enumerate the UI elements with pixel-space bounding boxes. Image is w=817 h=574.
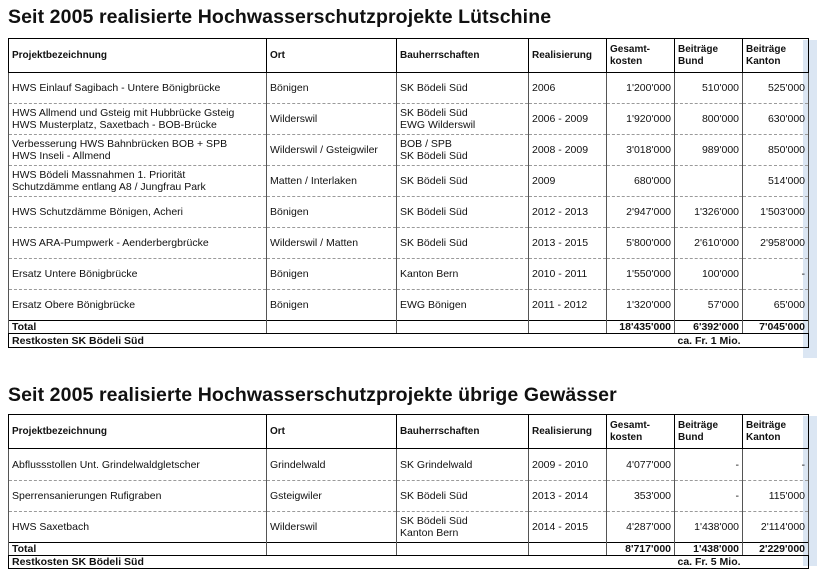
header-name: Projektbezeichnung [9, 39, 267, 73]
cell-kanton: 65'000 [743, 290, 809, 321]
cell-line: HWS Allmend und Gsteig mit Hubbrücke Gsteig [12, 107, 235, 119]
cell-kosten: 4'077'000 [607, 449, 675, 481]
cell-name [9, 228, 267, 259]
cell-kanton: 630'000 [743, 104, 809, 135]
cell-bund: 800'000 [675, 104, 743, 135]
cell-ort [267, 481, 397, 512]
cell-line: Bönigen [270, 82, 309, 94]
cell-line: Bönigen [270, 268, 309, 280]
cell-kosten: 1'920'000 [607, 104, 675, 135]
restkosten-row [9, 334, 809, 348]
header-kosten [607, 39, 675, 73]
cell-real: 2009 - 2010 [529, 449, 607, 481]
cell-ort [267, 166, 397, 197]
cell-name [9, 449, 267, 481]
cell-kosten: 680'000 [607, 166, 675, 197]
cell-kosten: 5'800'000 [607, 228, 675, 259]
table-row [9, 104, 809, 135]
cell-line: EWG Wilderswil [400, 119, 476, 131]
cell-bund: 989'000 [675, 135, 743, 166]
cell-kosten: 1'320'000 [607, 290, 675, 321]
cell-name [9, 197, 267, 228]
cell-line: SK Bödeli Süd [400, 206, 468, 218]
cell-bund: 2'610'000 [675, 228, 743, 259]
table-row [9, 73, 809, 104]
cell-line: SK Bödeli Süd [400, 107, 468, 119]
cell-real: 2006 - 2009 [529, 104, 607, 135]
cell-line: Wilderswil / Matten [270, 237, 359, 249]
restkosten-label: Restkosten SK Bödeli Süd [12, 334, 144, 347]
table2-title: Seit 2005 realisierte Hochwasserschutzprojekte übrige Gewässer [8, 384, 617, 406]
cell-line: Schutzdämme entlang A8 / Jungfrau Park [12, 181, 206, 193]
cell-bauherr [397, 512, 529, 543]
table-row [9, 259, 809, 290]
cell-real: 2010 - 2011 [529, 259, 607, 290]
cell-line: SK Bödeli Süd [400, 490, 468, 502]
header-ort: Ort [267, 415, 397, 449]
cell-kosten: 1'550'000 [607, 259, 675, 290]
cell-line: HWS Musterplatz, Saxetbach - BOB-Brücke [12, 119, 217, 131]
cell-bund: 100'000 [675, 259, 743, 290]
cell-line: SK Bödeli Süd [400, 175, 468, 187]
cell-real: 2011 - 2012 [529, 290, 607, 321]
cell-line: Wilderswil [270, 521, 318, 533]
cell-kanton: 2'114'000 [743, 512, 809, 543]
cell-kanton: - [743, 259, 809, 290]
table-row [9, 197, 809, 228]
cell-line: Grindelwald [270, 458, 326, 471]
cell-real: 2012 - 2013 [529, 197, 607, 228]
header-bauherr: Bauherrschaften [397, 39, 529, 73]
header-kanton [743, 39, 809, 73]
cell-line: kosten [610, 55, 643, 67]
cell-line: EWG Bönigen [400, 299, 467, 311]
cell-kanton: 1'503'000 [743, 197, 809, 228]
cell-line: BOB / SPB [400, 138, 452, 150]
total-row [9, 321, 809, 334]
cell-bauherr [397, 228, 529, 259]
total-empty-real [529, 321, 607, 334]
header-row [9, 39, 809, 73]
cell-bund: - [675, 481, 743, 512]
cell-line: HWS ARA-Pumpwerk - Aenderbergbrücke [12, 237, 209, 249]
cell-real: 2008 - 2009 [529, 135, 607, 166]
cell-kosten: 353'000 [607, 481, 675, 512]
restkosten-label: Restkosten SK Bödeli Süd [12, 556, 144, 568]
cell-bund: 1'438'000 [675, 512, 743, 543]
table1 [8, 38, 809, 348]
cell-line: SK Bödeli Süd [400, 150, 468, 162]
cell-bund: 57'000 [675, 290, 743, 321]
cell-kosten: 1'200'000 [607, 73, 675, 104]
cell-line: Sperrensanierungen Rufigraben [12, 490, 162, 502]
cell-line: SK Bödeli Süd [400, 237, 468, 249]
cell-line: SK Bödeli Süd [400, 82, 468, 94]
cell-line: HWS Einlauf Sagibach - Untere Bönigbrücke [12, 82, 221, 94]
cell-kanton: 514'000 [743, 166, 809, 197]
table-row [9, 481, 809, 512]
cell-kanton: 115'000 [743, 481, 809, 512]
cell-name [9, 73, 267, 104]
header-bauherr: Bauherrschaften [397, 415, 529, 449]
cell-line: Gsteigwiler [270, 490, 322, 502]
cell-line: Gesamt- [610, 43, 651, 55]
cell-name [9, 290, 267, 321]
restkosten-row [9, 556, 809, 569]
cell-line: Kanton [746, 55, 781, 67]
restkosten-value: ca. Fr. 5 Mio. [677, 556, 741, 568]
table-body [9, 39, 809, 348]
cell-line: Ersatz Untere Bönigbrücke [12, 268, 138, 280]
cell-line: Bund [678, 55, 704, 67]
header-ort: Ort [267, 39, 397, 73]
cell-line: Beiträge [746, 419, 787, 431]
table-row [9, 449, 809, 481]
table1-title: Seit 2005 realisierte Hochwasserschutzprojekte Lütschine [8, 6, 552, 28]
total-empty-bauherr [397, 321, 529, 334]
cell-kosten: 3'018'000 [607, 135, 675, 166]
restkosten-value: ca. Fr. 1 Mio. [677, 334, 741, 347]
cell-kosten: 2'947'000 [607, 197, 675, 228]
total-kanton: 7'045'000 [743, 321, 809, 334]
header-name: Projektbezeichnung [9, 415, 267, 449]
cell-line: HWS Inseli - Allmend [12, 150, 111, 162]
total-empty-ort [267, 321, 397, 334]
total-empty-bauherr [397, 543, 529, 556]
cell-ort [267, 228, 397, 259]
table-row [9, 166, 809, 197]
header-row [9, 415, 809, 449]
cell-bauherr [397, 449, 529, 481]
table2 [8, 414, 809, 569]
total-label: Total [9, 543, 267, 556]
cell-line: Bönigen [270, 206, 309, 218]
cell-name [9, 104, 267, 135]
cell-line: Matten / Interlaken [270, 175, 357, 187]
table-row [9, 512, 809, 543]
cell-name [9, 135, 267, 166]
header-kanton [743, 415, 809, 449]
cell-line: Wilderswil [270, 113, 318, 125]
cell-ort [267, 259, 397, 290]
total-bund: 1'438'000 [675, 543, 743, 556]
total-kosten: 18'435'000 [607, 321, 675, 334]
total-row [9, 543, 809, 556]
cell-ort [267, 104, 397, 135]
total-kosten: 8'717'000 [607, 543, 675, 556]
header-real: Realisierung [529, 39, 607, 73]
cell-bauherr [397, 135, 529, 166]
header-kosten [607, 415, 675, 449]
table-row [9, 290, 809, 321]
cell-line: Beiträge [678, 419, 719, 431]
cell-line: SK Bödeli Süd [400, 515, 468, 527]
cell-line: SK Grindelwald [400, 458, 473, 471]
total-label: Total [9, 321, 267, 334]
cell-line: Bund [678, 431, 704, 443]
cell-line: Bönigen [270, 299, 309, 311]
cell-bund [675, 166, 743, 197]
cell-line: HWS Saxetbach [12, 521, 90, 533]
cell-bauherr [397, 259, 529, 290]
cell-ort [267, 512, 397, 543]
cell-ort [267, 197, 397, 228]
cell-bauherr [397, 166, 529, 197]
cell-bund: 510'000 [675, 73, 743, 104]
cell-ort [267, 290, 397, 321]
cell-name [9, 512, 267, 543]
cell-line: Ersatz Obere Bönigbrücke [12, 299, 136, 311]
cell-kanton: 850'000 [743, 135, 809, 166]
cell-name [9, 259, 267, 290]
cell-line: Abflussstollen Unt. Grindelwaldgletscher [12, 458, 200, 471]
cell-real: 2013 - 2015 [529, 228, 607, 259]
cell-bauherr [397, 290, 529, 321]
cell-ort [267, 73, 397, 104]
cell-line: Verbesserung HWS Bahnbrücken BOB + SPB [12, 138, 228, 150]
cell-real: 2013 - 2014 [529, 481, 607, 512]
cell-line: Gesamt- [610, 419, 651, 431]
table-row [9, 228, 809, 259]
cell-line: kosten [610, 431, 643, 443]
cell-real: 2009 [529, 166, 607, 197]
cell-kanton: 525'000 [743, 73, 809, 104]
header-bund [675, 39, 743, 73]
cell-line: Wilderswil / Gsteigwiler [270, 144, 378, 156]
cell-ort [267, 135, 397, 166]
cell-line: HWS Bödeli Massnahmen 1. Priorität [12, 169, 186, 181]
total-bund: 6'392'000 [675, 321, 743, 334]
total-empty-real [529, 543, 607, 556]
cell-line: Kanton [746, 431, 781, 443]
cell-kosten: 4'287'000 [607, 512, 675, 543]
cell-name [9, 166, 267, 197]
cell-ort [267, 449, 397, 481]
cell-bauherr [397, 104, 529, 135]
cell-line: Beiträge [746, 43, 787, 55]
cell-line: Kanton Bern [400, 527, 459, 539]
total-kanton: 2'229'000 [743, 543, 809, 556]
cell-line: Kanton Bern [400, 268, 459, 280]
cell-name [9, 481, 267, 512]
cell-kanton: 2'958'000 [743, 228, 809, 259]
total-empty-ort [267, 543, 397, 556]
cell-real: 2006 [529, 73, 607, 104]
cell-line: HWS Schutzdämme Bönigen, Acheri [12, 206, 183, 218]
cell-kanton: - [743, 449, 809, 481]
cell-bund: - [675, 449, 743, 481]
table-body [9, 415, 809, 569]
table-row [9, 135, 809, 166]
cell-bauherr [397, 481, 529, 512]
cell-real: 2014 - 2015 [529, 512, 607, 543]
cell-line: Beiträge [678, 43, 719, 55]
cell-bauherr [397, 73, 529, 104]
cell-bund: 1'326'000 [675, 197, 743, 228]
header-bund [675, 415, 743, 449]
cell-bauherr [397, 197, 529, 228]
header-real: Realisierung [529, 415, 607, 449]
